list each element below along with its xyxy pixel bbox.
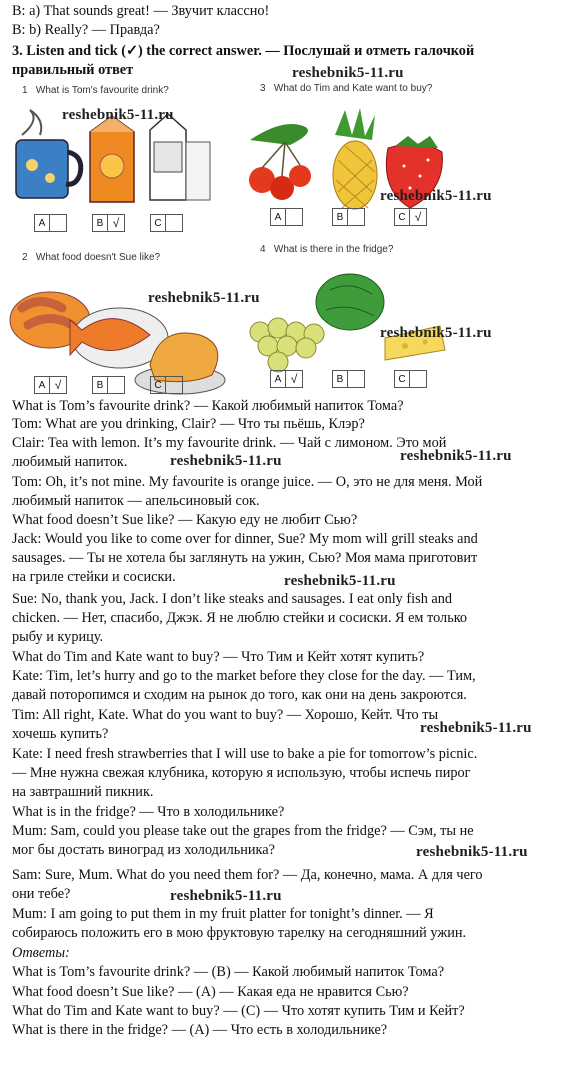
answer-box-3a[interactable] bbox=[270, 208, 303, 226]
answer-box-1a[interactable] bbox=[34, 214, 67, 232]
text-line: Mum: Sam, could you please take out the grapes from the fridge? — Сэм, ты не bbox=[12, 823, 474, 839]
text-line: Mum: I am going to put them in my fruit platter for tonight’s dinner. — Я bbox=[12, 906, 434, 922]
box-letter: A bbox=[271, 209, 286, 225]
answer-box-3b[interactable] bbox=[332, 208, 365, 226]
text-line: собираюсь положить его в мою фруктовую тарелку на сегодняшний ужин. bbox=[12, 925, 467, 941]
box-tick: √ bbox=[290, 372, 298, 386]
answer-box-1b[interactable] bbox=[92, 214, 125, 232]
cherries-icon bbox=[249, 124, 311, 200]
milk-carton-icon bbox=[150, 114, 210, 200]
answer-box-4b[interactable] bbox=[332, 370, 365, 388]
pineapple-icon bbox=[333, 108, 377, 209]
text-line: мог бы достать виноград из холодильника? bbox=[12, 842, 275, 858]
text-line: What is in the fridge? — Что в холодильнике? bbox=[12, 804, 285, 820]
question-label: 3 What do Tim and Kate want to buy? bbox=[260, 83, 433, 94]
text-line: Sue: No, thank you, Jack. I don’t like steaks and sausages. I eat only fish and bbox=[12, 591, 453, 607]
answer-box-4c[interactable] bbox=[394, 370, 427, 388]
text-line: — Мне нужна свежая клубника, которую я использую, чтобы испечь пирог bbox=[12, 765, 471, 781]
text-line: давай поторопимся и сходим на рынок до того, как они на день закроются. bbox=[12, 687, 467, 703]
box-letter: B bbox=[333, 209, 348, 225]
answer-box-2c[interactable] bbox=[150, 376, 183, 394]
text-line: любимый напиток. bbox=[12, 454, 128, 470]
box-letter: A bbox=[35, 215, 50, 231]
dialogue-line: B: a) That sounds great! — Звучит классно! bbox=[12, 3, 270, 19]
answers-heading: Ответы: bbox=[12, 945, 70, 961]
watermark: reshebnik5-11.ru bbox=[284, 573, 396, 589]
text-line: рыбу и курицу. bbox=[12, 629, 104, 645]
box-letter: B bbox=[333, 371, 348, 387]
exercise-illustration bbox=[0, 80, 584, 395]
box-tick: √ bbox=[414, 210, 422, 224]
box-tick: √ bbox=[54, 378, 62, 392]
answer-line: What is there in the fridge? — (A) — Что есть в холодильнике? bbox=[12, 1022, 388, 1038]
watermark: reshebnik5-11.ru bbox=[170, 453, 282, 469]
text-line: chicken. — Нет, спасибо, Джэк. Я не люблю стейки и сосиски. Я ем только bbox=[12, 610, 468, 626]
text-line: Kate: I need fresh strawberries that I will use to bake a pie for tomorrow’s picnic. bbox=[12, 746, 478, 762]
box-letter: C bbox=[395, 209, 410, 225]
box-letter: C bbox=[151, 377, 166, 393]
question-label: 1 What is Tom's favourite drink? bbox=[22, 85, 169, 96]
text-line: хочешь купить? bbox=[12, 726, 109, 742]
watermark: reshebnik5-11.ru bbox=[416, 844, 528, 860]
watermark: reshebnik5-11.ru bbox=[420, 720, 532, 736]
box-letter: C bbox=[395, 371, 410, 387]
watermark: reshebnik5-11.ru bbox=[380, 325, 492, 341]
text-line: любимый напиток — апельсиновый сок. bbox=[12, 493, 260, 509]
watermark: reshebnik5-11.ru bbox=[380, 188, 492, 204]
question-label: 2 What food doesn't Sue like? bbox=[22, 252, 161, 263]
text-line: Sam: Sure, Mum. What do you need them for? — Да, конечно, мама. А для чего bbox=[12, 867, 483, 883]
text-line: What food doesn’t Sue like? — Какую еду не любит Сью? bbox=[12, 512, 358, 528]
text-line: sausages. — Ты не хотела бы заглянуть на ужин, Сью? Моя мама приготовит bbox=[12, 550, 478, 566]
text-line: на гриле стейки и сосиски. bbox=[12, 569, 176, 585]
picture-art bbox=[0, 80, 584, 395]
text-line: Tom: Oh, it’s not mine. My favourite is orange juice. — О, это не для меня. Мой bbox=[12, 474, 483, 490]
text-line: Kate: Tim, let’s hurry and go to the market before they close for the day. — Тим, bbox=[12, 668, 476, 684]
answer-box-2b[interactable] bbox=[92, 376, 125, 394]
box-letter: B bbox=[93, 215, 108, 231]
watermark: reshebnik5-11.ru bbox=[292, 65, 404, 81]
watermark: reshebnik5-11.ru bbox=[400, 448, 512, 464]
answer-box-4a[interactable] bbox=[270, 370, 303, 388]
watermark: reshebnik5-11.ru bbox=[148, 290, 260, 306]
box-letter: A bbox=[271, 371, 286, 387]
text-line: Jack: Would you like to come over for dinner, Sue? My mom will grill steaks and bbox=[12, 531, 478, 547]
answer-box-1c[interactable] bbox=[150, 214, 183, 232]
watermark: reshebnik5-11.ru bbox=[170, 888, 282, 904]
grapes-icon bbox=[250, 318, 324, 372]
box-letter: A bbox=[35, 377, 50, 393]
dialogue-line: B: b) Really? — Правда? bbox=[12, 22, 160, 38]
answer-line: What do Tim and Kate want to buy? — (C) — Что хотят купить Тим и Кейт? bbox=[12, 1003, 465, 1019]
box-letter: B bbox=[93, 377, 108, 393]
text-line: на завтрашний пикник. bbox=[12, 784, 154, 800]
box-letter: C bbox=[151, 215, 166, 231]
watermark: reshebnik5-11.ru bbox=[62, 107, 174, 123]
box-tick: √ bbox=[112, 216, 120, 230]
exercise-heading: 3. Listen and tick (✓) the correct answer. — Послушай и отметь галочкой bbox=[12, 43, 475, 59]
text-line: What is Tom’s favourite drink? — Какой любимый напиток Тома? bbox=[12, 398, 404, 414]
exercise-heading-cont: правильный ответ bbox=[12, 62, 134, 78]
answer-line: What food doesn’t Sue like? — (A) — Какая еда не нравится Сью? bbox=[12, 984, 409, 1000]
lettuce-icon bbox=[316, 274, 384, 330]
text-line: Tom: What are you drinking, Clair? — Что ты пьёшь, Клэр? bbox=[12, 416, 365, 432]
question-label: 4 What is there in the fridge? bbox=[260, 244, 394, 255]
answer-box-2a[interactable] bbox=[34, 376, 67, 394]
orange-juice-carton-icon bbox=[90, 116, 134, 202]
text-line: Tim: All right, Kate. What do you want to buy? — Хорошо, Кейт. Что ты bbox=[12, 707, 439, 723]
answer-box-3c[interactable] bbox=[394, 208, 427, 226]
text-line: Clair: Tea with lemon. It’s my favourite drink. — Чай с лимоном. Это мой bbox=[12, 435, 447, 451]
answer-line: What is Tom’s favourite drink? — (B) — Какой любимый напиток Тома? bbox=[12, 964, 445, 980]
text-line: они тебе? bbox=[12, 886, 71, 902]
text-line: What do Tim and Kate want to buy? — Что Тим и Кейт хотят купить? bbox=[12, 649, 425, 665]
